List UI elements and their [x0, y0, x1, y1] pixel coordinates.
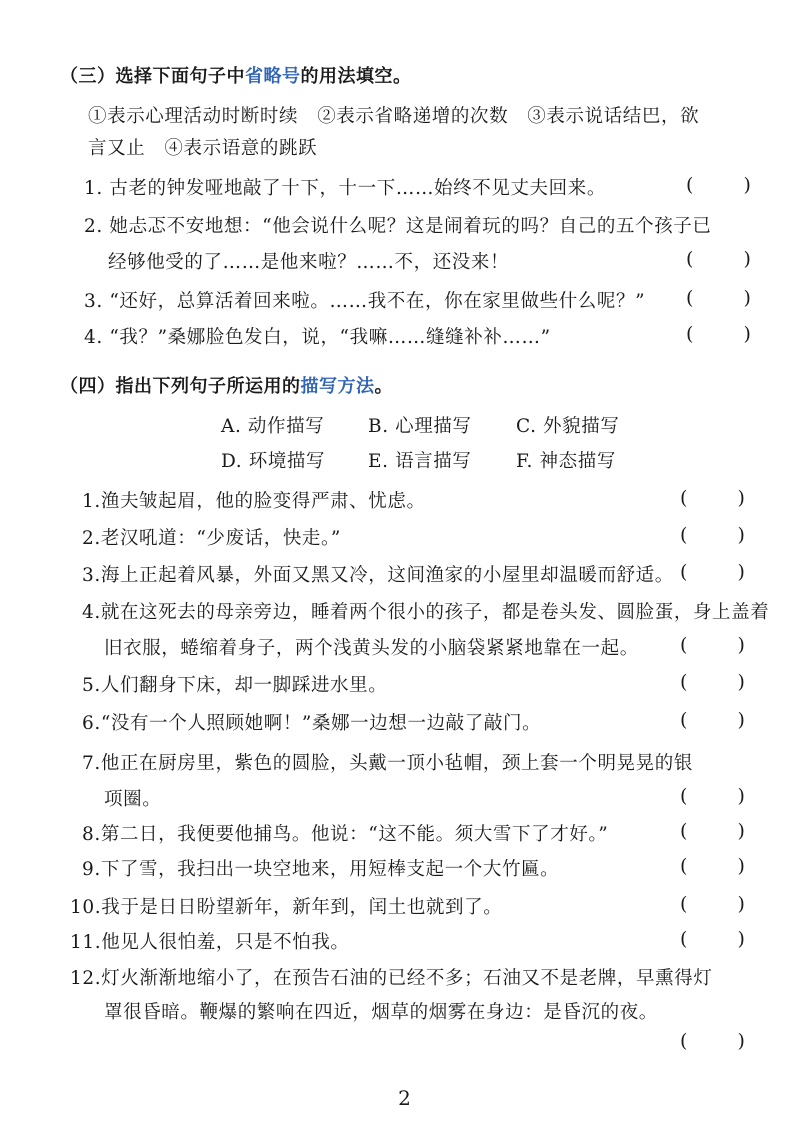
s4-item-7-line2: 项圈。 [104, 789, 162, 810]
s4-item-4-line2: 旧衣服，蜷缩着身子，两个浅黄头发的小脑袋紧紧地靠在一起。 [104, 638, 639, 659]
section4-title [60, 372, 393, 398]
option-b: B. 心理描写 [368, 416, 472, 437]
answer-blank[interactable]: ( ) [680, 671, 767, 693]
s4-item-5 [82, 671, 387, 697]
section4-title-prefix: （四）指出下列句子所运用的 [60, 376, 301, 397]
item-text: 渔夫皱起眉，他的脸变得严肃、忧虑。 [100, 491, 426, 512]
item-text: 他正在厨房里，紫色的圆脸，头戴一顶小毡帽，颈上套一个明晃晃的银 [100, 753, 693, 774]
answer-blank[interactable]: ( ) [686, 287, 773, 309]
answer-blank[interactable]: ( ) [680, 1030, 767, 1052]
item-number: 1. [82, 491, 101, 512]
item-number: 8. [82, 824, 101, 845]
item-text: 就在这死去的母亲旁边，睡着两个很小的孩子，都是卷头发、圆脸蛋，身上盖着 [100, 602, 770, 623]
answer-blank[interactable]: ( ) [680, 709, 767, 731]
item-text: 灯火渐渐地缩小了，在预告石油的已经不多；石油又不是老牌，早熏得灯 [101, 968, 713, 989]
s3-item-1 [84, 174, 606, 200]
item-text: 他见人很怕羞，只是不怕我。 [101, 932, 350, 953]
answer-blank[interactable]: ( ) [686, 174, 773, 196]
s3-item-2-line2: 经够他受的了……是他来啦？……不，还没来！ [108, 252, 510, 273]
answer-blank[interactable]: ( ) [680, 820, 767, 842]
section3-title-suffix: 的用法填空。 [300, 66, 412, 87]
item-number: 11. [70, 932, 102, 953]
item-text: 古老的钟发哑地敲了十下，十一下……始终不见丈夫回来。 [109, 178, 606, 199]
item-text: 第二日，我便要他捕鸟。他说：“这不能。须大雪下了才好。” [100, 824, 609, 845]
s4-item-3 [82, 561, 674, 587]
section3-intro-line1: ①表示心理活动时断时续 ②表示省略递增的次数 ③表示说话结巴，欲 [88, 106, 700, 127]
item-text: “没有一个人照顾她啊！”桑娜一边想一边敲了敲门。 [100, 713, 542, 734]
s3-item-3 [84, 287, 645, 313]
item-number: 1. [84, 178, 103, 199]
item-text: 海上正起着风暴，外面又黑又冷，这间渔家的小屋里却温暖而舒适。 [100, 565, 674, 586]
answer-blank[interactable]: ( ) [680, 561, 767, 583]
answer-blank[interactable]: ( ) [680, 893, 767, 915]
item-text: 我于是日日盼望新年，新年到，闰土也就到了。 [101, 897, 503, 918]
item-number: 10. [70, 897, 102, 918]
item-number: 9. [82, 859, 101, 880]
answer-blank[interactable]: ( ) [686, 248, 773, 270]
answer-blank[interactable]: ( ) [680, 487, 767, 509]
item-text: 人们翻身下床，却一脚踩进水里。 [100, 675, 388, 696]
section4-title-highlight: 描写方法 [300, 376, 375, 397]
s4-item-8 [82, 820, 608, 846]
item-text: “还好，总算活着回来啦。……我不在，你在家里做些什么呢？” [109, 291, 646, 312]
s4-item-1 [82, 487, 426, 513]
answer-blank[interactable]: ( ) [680, 855, 767, 877]
answer-blank[interactable]: ( ) [680, 524, 767, 546]
item-text: 她忐忑不安地想：“他会说什么呢？这是闹着玩的吗？自己的五个孩子已 [109, 216, 712, 237]
answer-blank[interactable]: ( ) [680, 785, 767, 807]
item-number: 6. [82, 713, 101, 734]
s4-item-9 [82, 855, 559, 881]
item-number: 3. [84, 291, 103, 312]
s4-item-12-line2: 罩很昏暗。鞭爆的繁响在四近，烟草的烟雾在身边：是昏沉的夜。 [104, 1002, 658, 1023]
option-c: C. 外貌描写 [516, 416, 620, 437]
s4-item-11 [70, 928, 350, 954]
s4-item-7 [82, 749, 693, 775]
answer-blank[interactable]: ( ) [680, 634, 767, 656]
item-number: 2. [84, 216, 103, 237]
item-number: 4. [82, 602, 101, 623]
answer-blank[interactable]: ( ) [680, 928, 767, 950]
s4-item-6 [82, 709, 541, 735]
page-number: 2 [398, 1086, 411, 1110]
section3-title-highlight: 省略号 [245, 66, 301, 87]
item-number: 7. [82, 753, 101, 774]
item-number: 5. [82, 675, 101, 696]
item-number: 3. [82, 565, 101, 586]
item-number: 2. [82, 528, 101, 549]
option-d: D. 环境描写 [221, 451, 326, 472]
answer-blank[interactable]: ( ) [686, 323, 773, 345]
item-number: 12. [70, 968, 102, 989]
s4-item-4 [82, 598, 769, 624]
item-text: “我？”桑娜脸色发白，说，“我嘛……缝缝补补……” [109, 327, 551, 348]
item-text: 老汉吼道：“少废话，快走。” [100, 528, 341, 549]
s4-item-12 [70, 964, 712, 990]
option-f: F. 神态描写 [516, 451, 616, 472]
s4-item-10 [70, 893, 502, 919]
s3-item-4 [84, 323, 551, 349]
item-text: 下了雪，我扫出一块空地来，用短棒支起一个大竹匾。 [100, 859, 560, 880]
s3-item-2 [84, 212, 712, 238]
option-a: A. 动作描写 [221, 416, 325, 437]
item-number: 4. [84, 327, 103, 348]
section3-title-prefix: （三）选择下面句子中 [60, 66, 245, 87]
s4-item-2 [82, 524, 341, 550]
option-e: E. 语言描写 [368, 451, 472, 472]
section3-intro-line2: 言又止 ④表示语意的跳跃 [88, 138, 318, 159]
section3-title [60, 62, 412, 88]
section4-title-suffix: 。 [374, 376, 393, 397]
